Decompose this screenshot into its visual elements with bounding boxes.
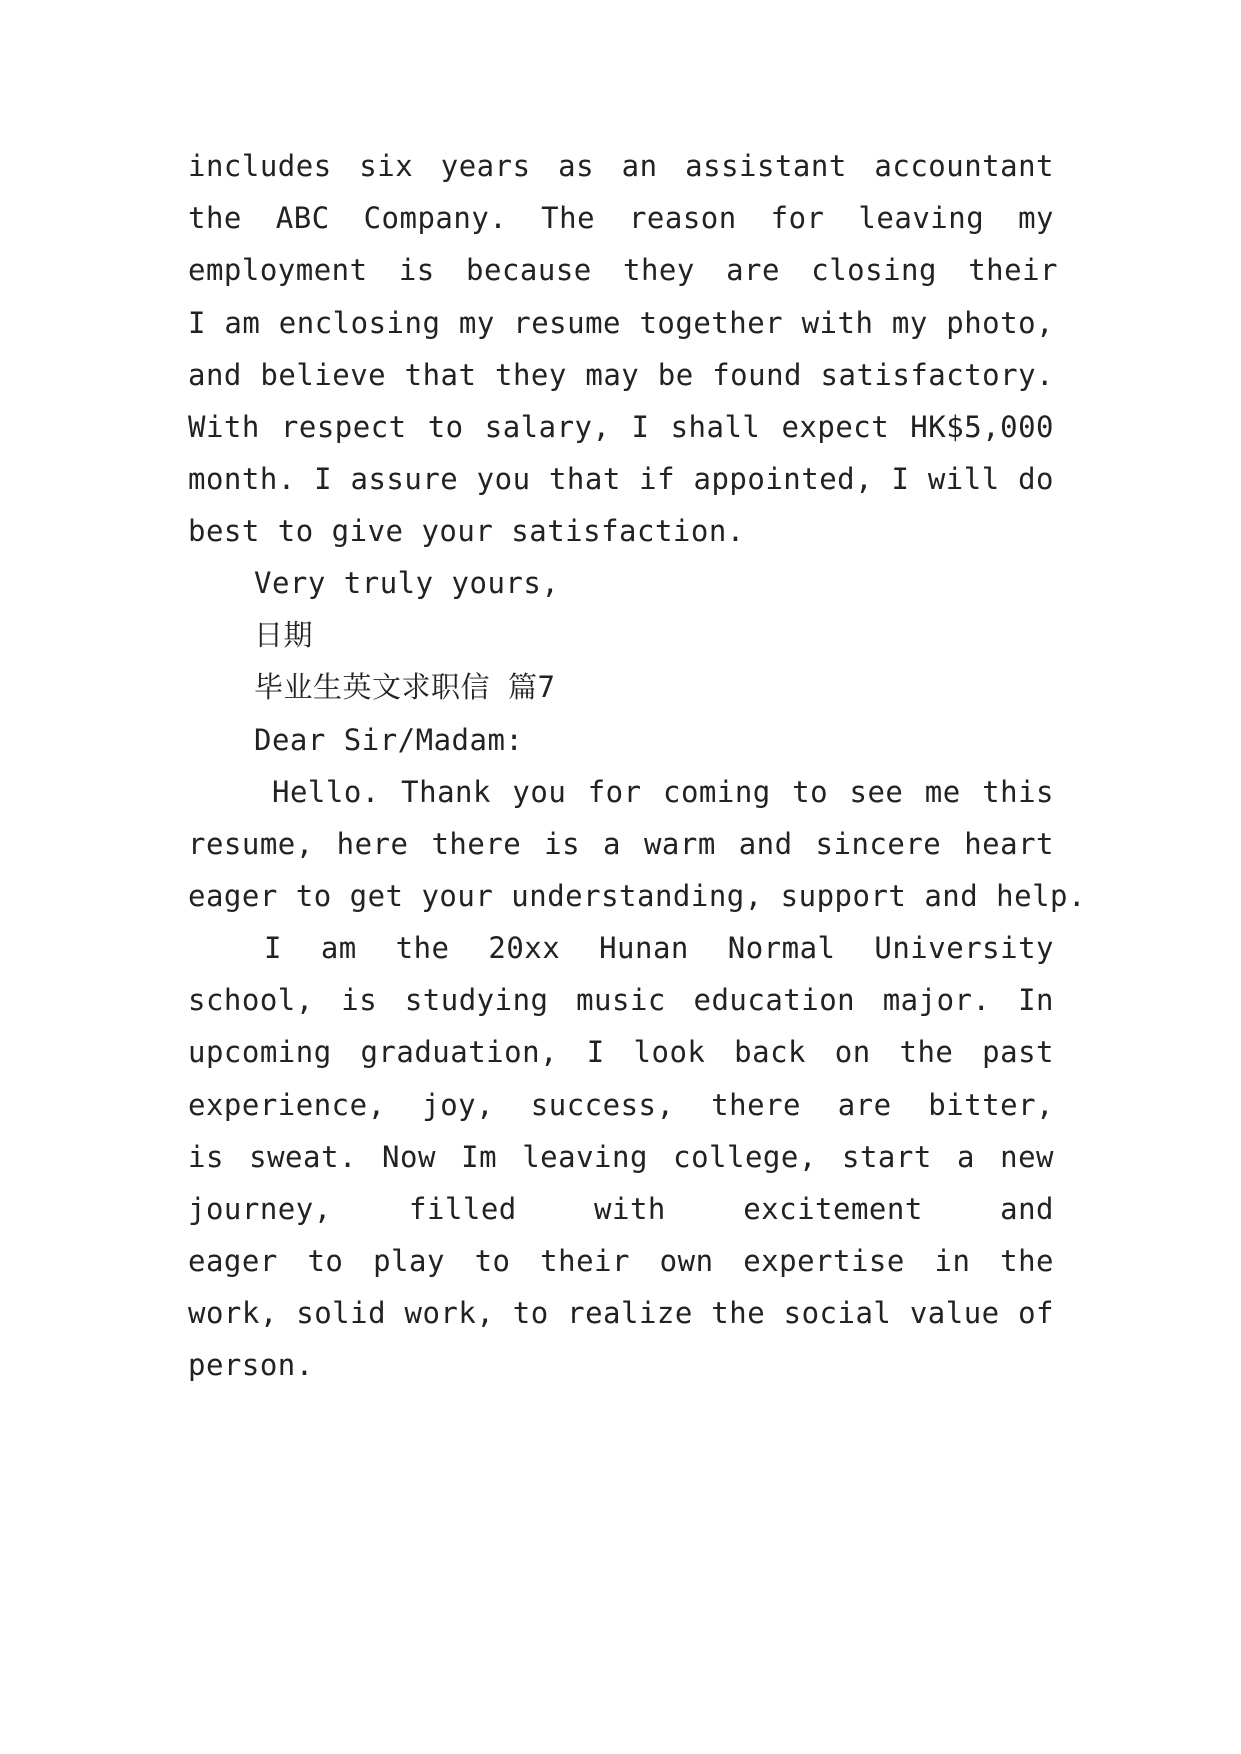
paragraph-1-line-7: month. I assure you that if appointed, I will do <box>188 462 1054 496</box>
paragraph-1-line-4: I am enclosing my resume together with my photo, <box>188 306 1054 340</box>
paragraph-3-line-8: work, solid work, to realize the social value of <box>188 1296 1054 1330</box>
paragraph-1-line-2: the ABC Company. The reason for leaving my <box>188 201 1054 235</box>
paragraph-1-line-5: and believe that they may be found satisfactory. <box>188 358 1054 392</box>
paragraph-3-line-5: is sweat. Now Im leaving college, start a new <box>188 1140 1054 1174</box>
paragraph-3-line-4: experience, joy, success, there are bitter, <box>188 1088 1054 1122</box>
paragraph-3-line-1: I am the 20xx Hunan Normal University <box>264 931 1054 965</box>
salutation: Dear Sir/Madam: <box>254 723 524 757</box>
paragraph-1-line-6: With respect to salary, I shall expect HK$5,000 <box>188 410 1054 444</box>
paragraph-2-line-2: resume, here there is a warm and sincere heart <box>188 827 1054 861</box>
paragraph-1-line-1: includes six years as an assistant accountant <box>188 149 1054 183</box>
paragraph-2-line-3: eager to get your understanding, support and help. <box>188 879 1086 913</box>
paragraph-2-line-1: Hello. Thank you for coming to see me this <box>272 775 1054 809</box>
paragraph-1-line-8: best to give your satisfaction. <box>188 514 745 548</box>
paragraph-1-line-3: employment is because they are closing their <box>188 253 1058 287</box>
date-label: 日期 <box>254 618 314 652</box>
closing: Very truly yours, <box>254 566 560 600</box>
paragraph-3-line-7: eager to play to their own expertise in the <box>188 1244 1054 1278</box>
paragraph-3-line-6: journey, filled with excitement and <box>188 1192 1054 1226</box>
paragraph-3-line-9: person. <box>188 1348 314 1382</box>
paragraph-3-line-3: upcoming graduation, I look back on the past <box>188 1035 1054 1069</box>
section-heading: 毕业生英文求职信 篇7 <box>254 670 556 704</box>
paragraph-3-line-2: school, is studying music education major. In <box>188 983 1054 1017</box>
